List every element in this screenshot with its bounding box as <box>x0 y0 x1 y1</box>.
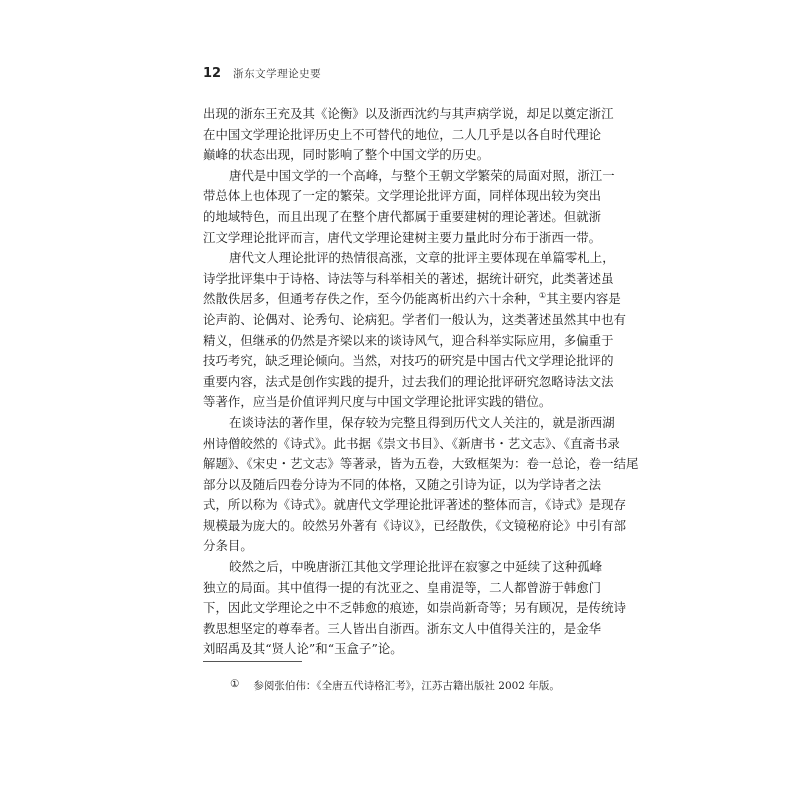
text-line: 式，所以称为《诗式》。就唐代文学理论批评著述的整体而言，《诗式》是现存 <box>203 497 627 513</box>
text-line: 刘昭禹及其“贤人论”和“玉盒子”论。 <box>203 641 403 657</box>
text-line: 技巧考究，缺乏理论倾向。当然，对技巧的研究是中国古代文学理论批评的 <box>203 353 614 369</box>
footnote-text: 参阅张伯伟：《全唐五代诗格汇考》，江苏古籍出版社 2002 年版。 <box>253 680 560 692</box>
book-title: 浙东文学理论史要 <box>233 68 322 80</box>
text-line-with-note <box>203 289 621 310</box>
text-line: 的地域特色，而且出现了在整个唐代都属于重要建树的理论著述。但就浙 <box>203 208 602 224</box>
text-line: 江文学理论批评而言，唐代文学理论建树主要力量此时分布于浙西一带。 <box>203 229 602 245</box>
footnote-marker: ① <box>230 678 240 690</box>
page-number: 12 <box>203 66 222 81</box>
text-line: 带总体上也体现了一定的繁荣。文学理论批评方面，同样体现出较为突出 <box>203 188 602 204</box>
text-line: 皎然之后，中晚唐浙江其他文学理论批评在寂寥之中延续了这种孤峰 <box>229 559 603 575</box>
text-line: 部分以及随后四卷分诗为不同的体格，又随之引诗为证，以为学诗者之法 <box>203 476 602 492</box>
text-line: 唐代是中国文学的一个高峰，与整个王朝文学繁荣的局面对照，浙江一 <box>229 167 615 183</box>
text-line: 论声韵、论偶对、论秀句、论病犯。学者们一般认为，这类著述虽然其中也有 <box>203 311 626 327</box>
text-line: 教思想坚定的尊奉者。三人皆出自浙西。浙东文人中值得关注的，是金华 <box>203 620 602 636</box>
paragraph <box>203 413 639 557</box>
paragraph <box>203 248 626 413</box>
running-header <box>203 66 321 81</box>
body-text <box>203 104 639 660</box>
footnote-reference[interactable]: ① <box>538 291 547 301</box>
text-line: 分条目。 <box>203 538 253 554</box>
text-line: 等著作，应当是价值评判尺度与中国文学理论批评实践的错位。 <box>203 394 552 410</box>
text-line: 重要内容，法式是创作实践的提升，过去我们的理论批评研究忽略诗法文法 <box>203 373 614 389</box>
paragraph <box>203 166 615 248</box>
text-line: 出现的浙东王充及其《论衡》以及浙西沈约与其声病学说，却足以奠定浙江 <box>203 106 614 121</box>
text-line: 独立的局面。其中值得一提的有沈亚之、皇甫湜等，二人都曾游于韩愈门 <box>203 579 602 595</box>
text-line: 唐代文人理论批评的热情很高涨，文章的批评主要体现在单篇零札上， <box>229 250 615 266</box>
text-line: 巅峰的状态出现，同时影响了整个中国文学的历史。 <box>203 147 490 163</box>
footnote <box>230 678 560 693</box>
text-line: 在谈诗法的著作里，保存较为完整且得到历代文人关注的，就是浙西湖 <box>229 414 615 430</box>
paragraph <box>203 557 626 660</box>
text-line: 规模最为庞大的。皎然另外著有《诗议》，已经散佚，《文镜秘府论》中引有部 <box>203 517 627 533</box>
text-line: 精义，但继承的仍然是齐梁以来的谈诗风气，迎合科举实际应用，多偏重于 <box>203 332 614 348</box>
text-line: 解题》、《宋史・艺文志》等著录，皆为五卷，大致框架为：卷一总论，卷一结尾 <box>203 456 639 472</box>
paragraph <box>203 104 614 166</box>
text-line: 在中国文学理论批评历史上不可替代的地位，二人几乎是以各自时代理论 <box>203 126 602 142</box>
text-line: 下，因此文学理论之中不乏韩愈的痕迹，如崇尚新奇等；另有顾况，是传统诗 <box>203 600 626 616</box>
text-line: 州诗僧皎然的《诗式》。此书据《崇文书目》、《新唐书・艺文志》、《直斋书录 <box>203 435 620 451</box>
text-line: 诗学批评集中于诗格、诗法等与科举相关的著述，据统计研究，此类著述虽 <box>203 270 614 286</box>
text-segment: 其主要内容是 <box>546 291 621 307</box>
footnote-divider <box>203 661 302 662</box>
text-segment: 然散佚居多，但通考存佚之作，至今仍能离析出约六十余种， <box>203 291 539 307</box>
